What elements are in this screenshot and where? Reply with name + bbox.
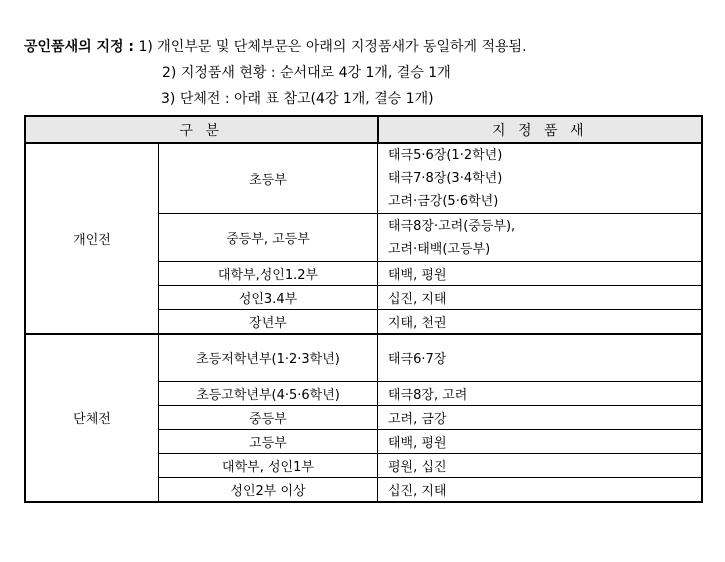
team-label: 단체전 — [25, 334, 159, 502]
individual-label: 개인전 — [25, 143, 159, 334]
header-poomsae: 지 정 품 새 — [378, 116, 703, 143]
poomsae-cell: 십진, 지태 — [378, 286, 703, 310]
poomsae-cell: 지태, 천권 — [378, 310, 703, 335]
individual-group — [25, 143, 702, 334]
division-cell: 장년부 — [159, 310, 378, 335]
division-cell: 초등고학년부(4·5·6학년) — [159, 381, 378, 405]
division-cell: 대학부, 성인1부 — [159, 453, 378, 477]
division-cell: 고등부 — [159, 429, 378, 453]
division-cell: 중등부, 고등부 — [159, 214, 378, 262]
division-cell: 초등부 — [159, 143, 378, 214]
intro-line-3: 3) 단체전 : 아래 표 참고(4강 1개, 결승 1개) — [161, 91, 434, 107]
intro-text — [24, 34, 527, 112]
poomsae-cell: 고려, 금강 — [378, 405, 703, 429]
division-cell: 대학부,성인1.2부 — [159, 262, 378, 286]
intro-line-1: 공인품새의 지정 : 1) 개인부문 및 단체부문은 아래의 지정품새가 동일하게 적용됨. — [24, 39, 527, 55]
poomsae-cell: 십진, 지태 — [378, 477, 703, 502]
division-cell: 초등저학년부(1·2·3학년) — [159, 334, 378, 381]
poomsae-cell: 태극5·6장(1·2학년) 태극7·8장(3·4학년) 고려·금강(5·6학년) — [378, 143, 703, 214]
poomsae-cell: 태극8장, 고려 — [378, 381, 703, 405]
division-cell: 중등부 — [159, 405, 378, 429]
poomsae-cell: 태백, 평원 — [378, 429, 703, 453]
header-category: 구 분 — [25, 116, 378, 143]
intro-line-2: 2) 지정품새 현황 : 순서대로 4강 1개, 결승 1개 — [162, 65, 451, 81]
poomsae-table — [24, 115, 703, 503]
poomsae-cell: 평원, 십진 — [378, 453, 703, 477]
team-group — [25, 334, 702, 502]
poomsae-cell: 태극6·7장 — [378, 334, 703, 381]
poomsae-cell: 태극8장·고려(중등부), 고려·태백(고등부) — [378, 214, 703, 262]
poomsae-cell: 태백, 평원 — [378, 262, 703, 286]
intro-label: 공인품새의 지정 : — [24, 39, 135, 55]
division-cell: 성인2부 이상 — [159, 477, 378, 502]
division-cell: 성인3.4부 — [159, 286, 378, 310]
